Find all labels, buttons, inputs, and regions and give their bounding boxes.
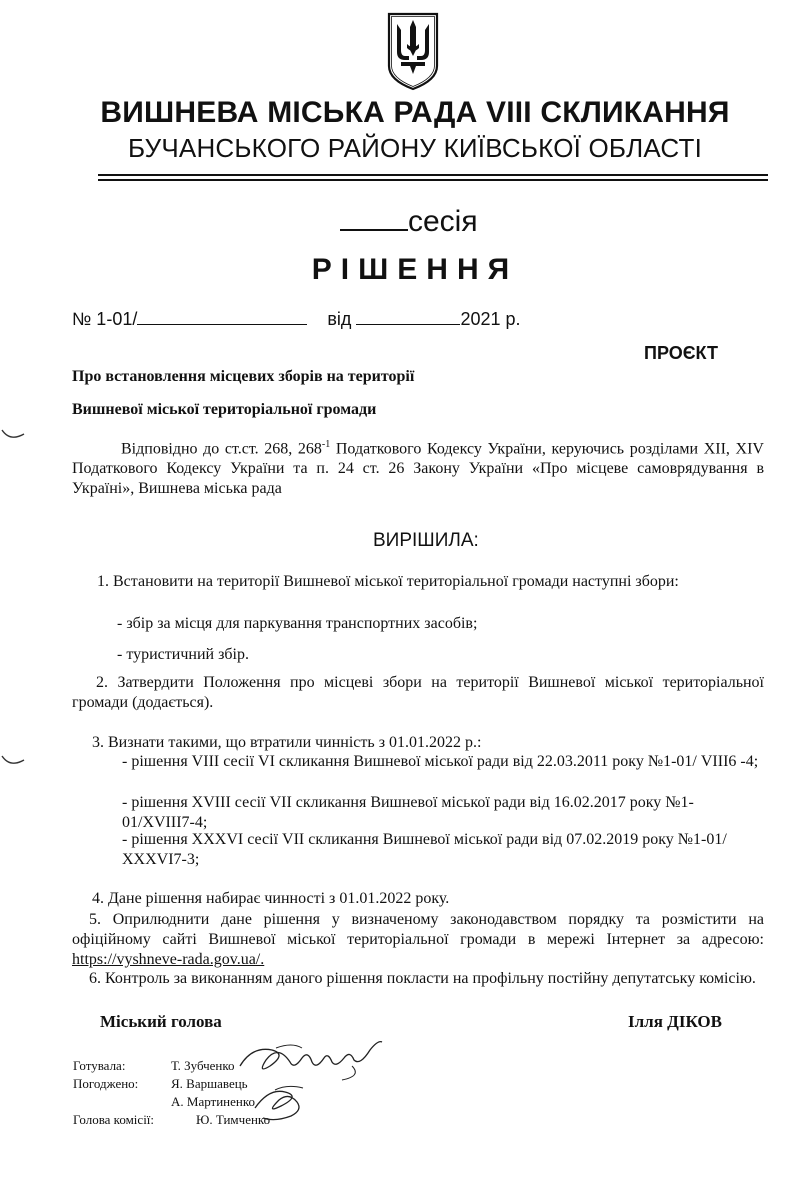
list-subitem: - рішення XVIII сесії VII скликання Вишневої міської ради від 16.02.2017 року №1-01/XVIII7-4;	[122, 794, 694, 831]
list-subitem: - туристичний збір.	[117, 646, 249, 663]
subject-line-2: Вишневої міської територіальної громади	[72, 401, 377, 418]
document-title: РІШЕННЯ	[311, 253, 519, 286]
margin-mark	[0, 752, 28, 772]
mayor-title: Міський голова	[100, 1012, 222, 1031]
date-from-label: від	[327, 309, 352, 329]
number-blank	[137, 309, 307, 325]
list-item: 4. Дане рішення набирає чинності з 01.01.2022 року.	[92, 890, 450, 907]
preamble-superscript: -1	[321, 439, 331, 450]
draft-label: ПРОЄКТ	[644, 343, 718, 363]
decided-heading: ВИРІШИЛА:	[373, 530, 479, 551]
preamble-text: Відповідно до ст.ст. 268, 268	[121, 440, 322, 458]
list-subitem: - рішення VIII сесії VI скликання Вишневої міської ради від 22.03.2011 року №1-01/ VIII6 -4;	[122, 753, 759, 770]
district-name: БУЧАНСЬКОГО РАЙОНУ КИЇВСЬКОЇ ОБЛАСТІ	[127, 133, 703, 163]
session-line	[340, 203, 478, 239]
commission-head-label: Голова комісії:	[73, 1112, 155, 1127]
prepared-name: Т. Зубченко	[171, 1058, 235, 1073]
list-item: 1. Встановити на території Вишневої міської територіальної громади наступні збори:	[97, 573, 679, 590]
preamble	[72, 435, 764, 499]
council-name: ВИШНЕВА МІСЬКА РАДА VIII СКЛИКАННЯ	[100, 96, 730, 129]
subject-line-1: Про встановлення місцевих зборів на території	[72, 368, 415, 385]
number-line	[72, 309, 521, 330]
list-item: 3. Визнати такими, що втратили чинність з 01.01.2022 р.:	[92, 734, 482, 751]
margin-mark	[0, 426, 28, 446]
item5-text: 5. Оприлюднити дане рішення у визначеному законодавством порядку та розмістити на офіційному сайті Вишневої міської територіальної громади в мережі Інтернет за адресою:	[72, 911, 764, 948]
handwritten-signature	[232, 1036, 392, 1084]
list-subitem: - збір за місця для паркування транспортних засобів;	[117, 615, 478, 632]
list-item: 6. Контроль за виконанням даного рішення покласти на профільну постійну депутатську комісію.	[89, 970, 756, 987]
agreed-name: А. Мартиненко	[171, 1094, 256, 1109]
number-prefix: № 1-01/	[72, 309, 138, 329]
preamble-text-cont: Податкового Кодексу України, керуючись розділами XII, XIV Податкового Кодексу України та п. 24 ст. 26 Закону України «Про місцеве самоврядування в Україні», Вишнева міська рада	[72, 440, 764, 498]
session-number-blank	[340, 203, 408, 231]
mayor-name: Ілля ДІКОВ	[628, 1012, 722, 1031]
handwritten-signature	[245, 1082, 315, 1124]
coat-of-arms-icon	[383, 10, 443, 92]
list-item	[72, 910, 764, 970]
session-label: сесія	[408, 205, 478, 238]
header-divider	[98, 179, 768, 181]
agreed-label: Погоджено:	[73, 1076, 139, 1091]
year-label: 2021 р.	[460, 309, 521, 329]
website-link[interactable]: https://vyshneve-rada.gov.ua/.	[72, 951, 265, 968]
list-subitem: - рішення XXXVI сесії VII скликання Вишневої міської ради від 07.02.2019 року №1-01/ XXXVI7-3;	[122, 831, 727, 868]
agreed-name: Я. Варшавець	[171, 1076, 248, 1091]
commission-head-name: Ю. Тимченко	[196, 1112, 271, 1127]
list-item: 2. Затвердити Положення про місцеві збори на території Вишневої міської територіальної громади (додається).	[72, 674, 764, 711]
date-blank	[356, 309, 460, 325]
header-divider	[98, 174, 768, 176]
prepared-label: Готувала:	[73, 1058, 126, 1073]
